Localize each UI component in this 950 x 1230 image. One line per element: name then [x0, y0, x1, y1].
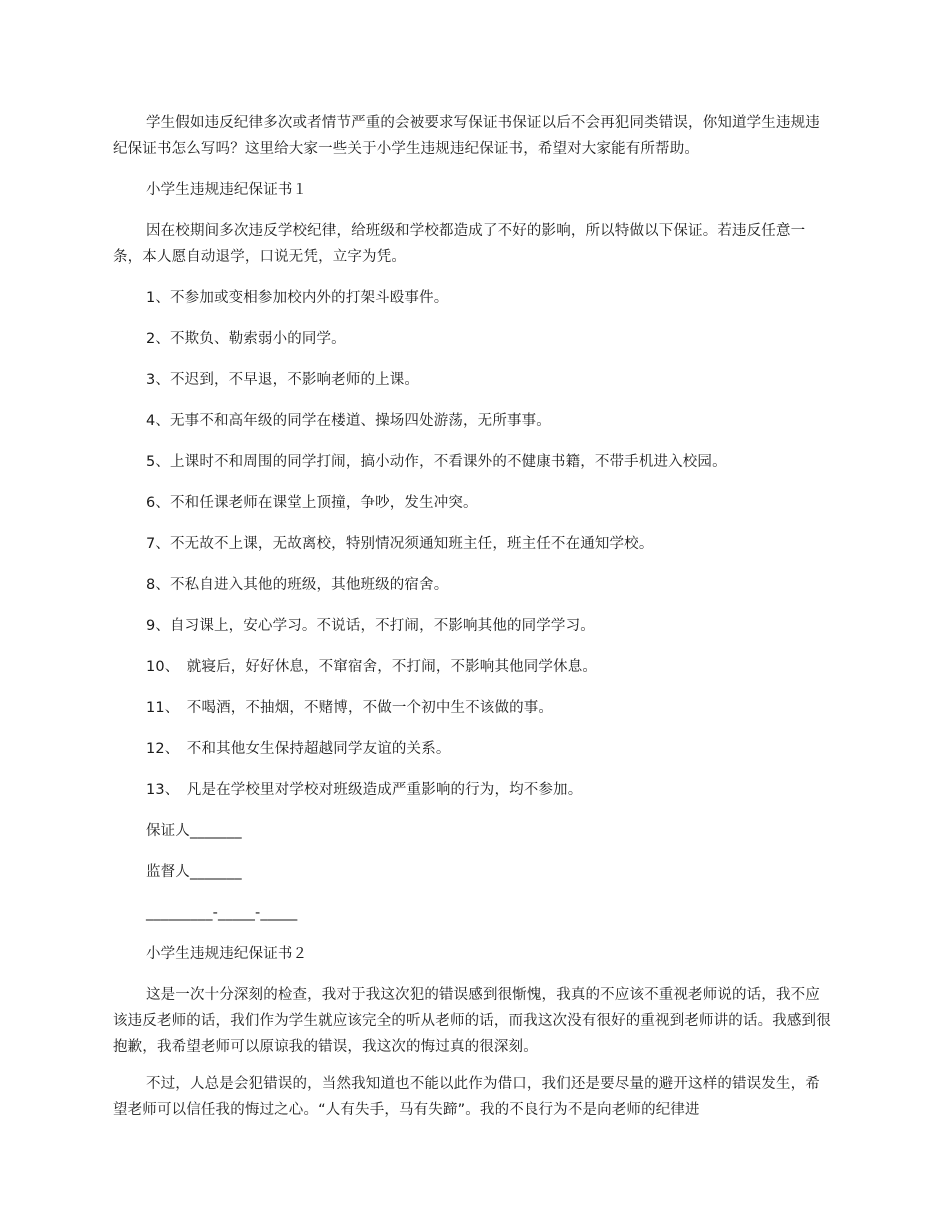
list-item: 3、不迟到，不早退，不影响老师的上课。 [146, 372, 420, 388]
list-item: 7、不无故不上课，无故离校，特别情况须通知班主任，班主任不在通知学校。 [146, 536, 654, 552]
list-item: 8、不私自进入其他的班级，其他班级的宿舍。 [146, 577, 449, 593]
document-page [113, 110, 833, 1123]
section2-paragraph-2: 不过，人总是会犯错误的，当然我知道也不能以此作为借口，我们还是要尽量的避开这样的错误发生，希望老师可以信任我的悔过之心。“人有失手，马有失蹄”。我的不良行为不是向老师的纪律进 [113, 1076, 820, 1118]
section2-heading: 小学生违规违纪保证书２ [146, 946, 308, 962]
section1-heading: 小学生违规违纪保证书１ [146, 182, 308, 198]
list-item: 9、自习课上，安心学习。不说话，不打闹，不影响其他的同学学习。 [146, 618, 595, 634]
guarantor-line: 保证人_______ [146, 823, 242, 839]
date-line: _________-_____-_____ [146, 905, 298, 921]
list-item: 1、不参加或变相参加校内外的打架斗殴事件。 [146, 290, 449, 306]
list-item: 13、 凡是在学校里对学校对班级造成严重影响的行为，均不参加。 [146, 782, 583, 798]
list-item: 5、上课时不和周围的同学打闹，搞小动作，不看课外的不健康书籍，不带手机进入校园。 [146, 454, 727, 470]
intro-paragraph: 学生假如违反纪律多次或者情节严重的会被要求写保证书保证以后不会再犯同类错误，你知道学生违规违纪保证书怎么写吗？这里给大家一些关于小学生违规违纪保证书，希望对大家能有所帮助。 [113, 115, 820, 157]
list-item: 12、 不和其他女生保持超越同学友谊的关系。 [146, 741, 451, 757]
pledge-list [113, 285, 833, 803]
section2-paragraph-1: 这是一次十分深刻的检查，我对于我这次犯的错误感到很惭愧，我真的不应该不重视老师说的话，我不应该违反老师的话，我们作为学生就应该完全的听从老师的话，而我这次没有很好的重视到老师讲的话。我感到很抱歉，我希望老师可以原谅我的错误，我这次的悔过真的很深刻。 [113, 987, 831, 1055]
section1-body: 因在校期间多次违反学校纪律，给班级和学校都造成了不好的影响，所以特做以下保证。若违反任意一条，本人愿自动退学，口说无凭，立字为凭。 [113, 223, 806, 265]
list-item: 10、 就寝后，好好休息，不窜宿舍，不打闹，不影响其他同学休息。 [146, 659, 597, 675]
list-item: 11、 不喝酒，不抽烟，不赌博，不做一个初中生不该做的事。 [146, 700, 554, 716]
list-item: 2、不欺负、勒索弱小的同学。 [146, 331, 346, 347]
list-item: 4、无事不和高年级的同学在楼道、操场四处游荡，无所事事。 [146, 413, 551, 429]
supervisor-line: 监督人_______ [146, 864, 242, 880]
list-item: 6、不和任课老师在课堂上顶撞，争吵，发生冲突。 [146, 495, 478, 511]
